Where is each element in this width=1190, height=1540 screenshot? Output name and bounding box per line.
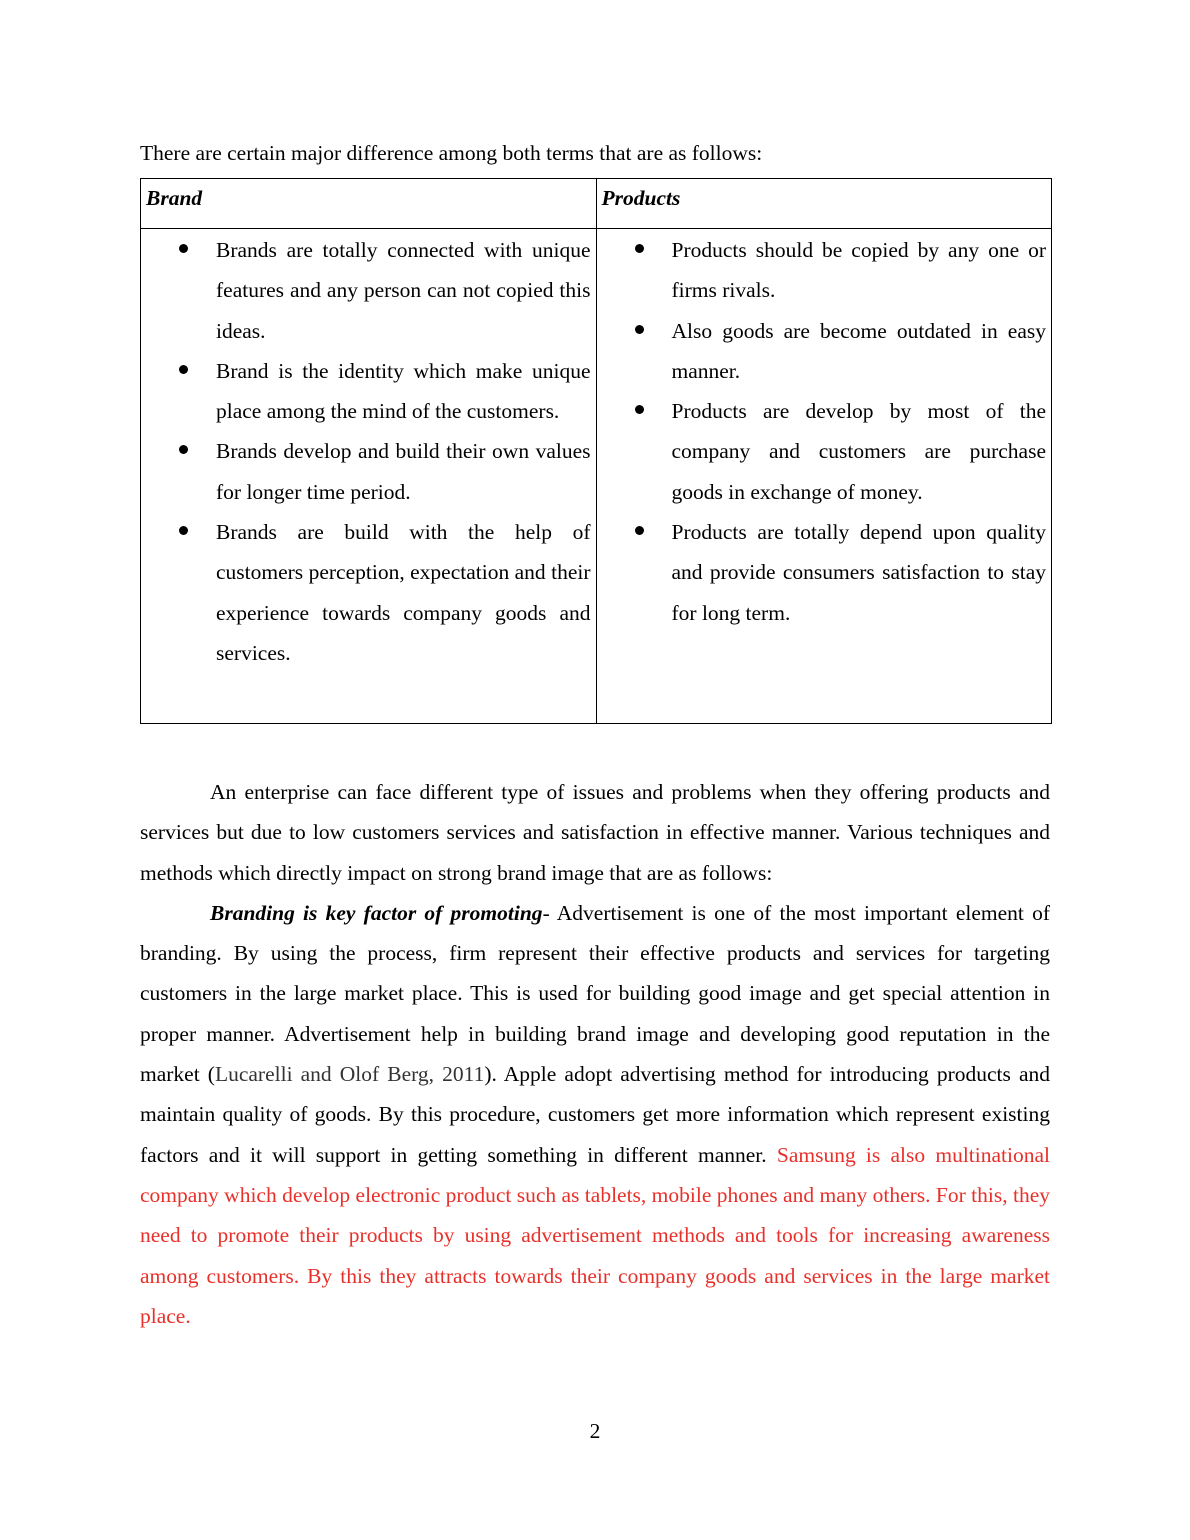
table-header-row [141, 179, 1052, 229]
products-list [597, 230, 1052, 633]
list-item: Products are develop by most of the company and customers are purchase goods in exchange of money. [597, 391, 1052, 512]
list-item: Products should be copied by any one or firms rivals. [597, 230, 1052, 311]
products-cell [596, 229, 1052, 724]
paragraph-enterprise-issues: An enterprise can face different type of issues and problems when they offering products and services but due to low customers services and satisfaction in effective manner. Various techniques and methods which directly impact on strong brand image that are as follows: [140, 780, 1050, 885]
intro-sentence: There are certain major difference among both terms that are as follows: [140, 141, 763, 165]
page-number: 2 [589, 1419, 601, 1443]
list-item: Brands are build with the help of customers perception, expectation and their experience towards company goods and services. [141, 512, 596, 673]
header-products: Products [596, 179, 1052, 229]
citation: Lucarelli and Olof Berg, 2011 [214, 1062, 485, 1087]
bullet-icon [179, 244, 188, 253]
list-item: Brands are totally connected with unique features and any person can not copied this ideas. [141, 230, 596, 351]
bullet-icon [635, 325, 644, 334]
list-item: Products are totally depend upon quality and provide consumers satisfaction to stay for long term. [597, 512, 1052, 633]
paragraph-text-continued: ). Apple adopt advertising method for introducing products and maintain quality of goods. By this procedure, customers get more information which represent existing factors and it will support in getting something in different manner. [140, 1062, 1051, 1167]
brand-vs-products-table [140, 178, 1052, 724]
paragraph-text: Advertisement is one of the most important element of branding. By using the process, firm represent their effective products and services for targeting customers in the large market place. This is used for building good image and get special attention in proper manner. Advertisement help in building brand image and developing good reputation in the market ( [140, 900, 1050, 1087]
table-body-row [141, 229, 1052, 724]
bullet-icon [179, 445, 188, 454]
header-brand: Brand [141, 179, 597, 229]
brand-cell [141, 229, 597, 724]
bullet-icon [635, 405, 644, 414]
list-item: Also goods are become outdated in easy manner. [597, 311, 1052, 392]
bullet-icon [179, 526, 188, 535]
bullet-icon [179, 365, 188, 374]
highlighted-red-text: Samsung is also multinational company which develop electronic product such as tablets, mobile phones and many others. For this, they need to promote their products by using advertisement methods and tools for increasing awareness among customers. By this they attracts towards their company goods and services in the large market place. [140, 1142, 1050, 1328]
bullet-icon [635, 244, 644, 253]
document-page [140, 138, 1050, 1336]
brand-list [141, 230, 596, 673]
paragraph-branding-promoting [140, 893, 1050, 1336]
list-item: Brands develop and build their own values for longer time period. [141, 431, 596, 512]
bullet-icon [635, 526, 644, 535]
paragraph-lead-heading: Branding is key factor of promoting [210, 900, 543, 925]
lead-dash: - [542, 900, 550, 925]
list-item: Brand is the identity which make unique place among the mind of the customers. [141, 351, 596, 432]
